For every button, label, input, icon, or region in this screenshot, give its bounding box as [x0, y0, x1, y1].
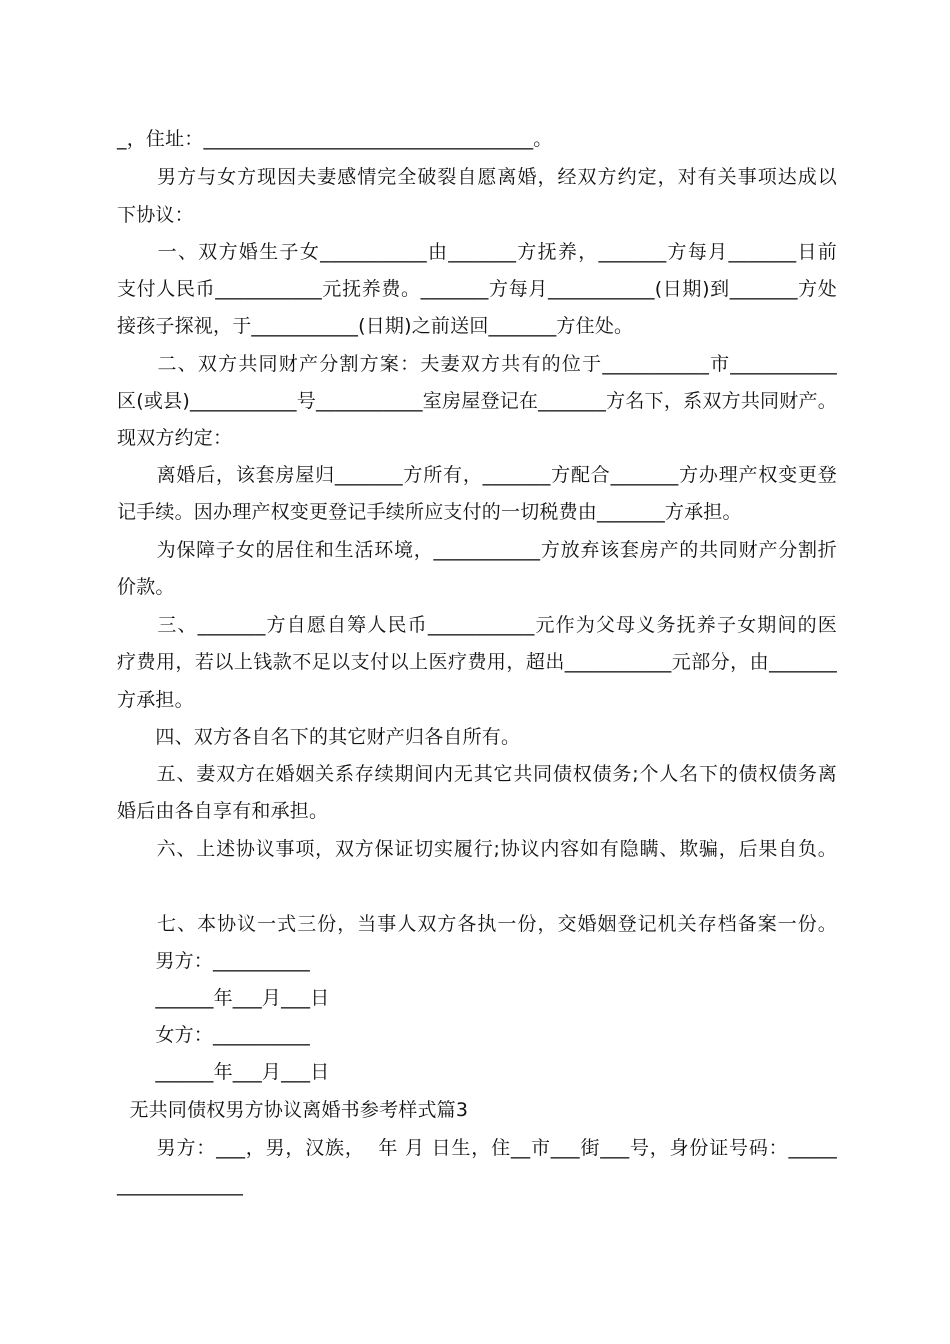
- intro-line-2: 下协议：: [117, 204, 194, 226]
- male-date-line: ______年___月___日: [117, 987, 330, 1009]
- clause-2-line-2: 区(或县)___________号___________室房屋登记在_______方名下，系双方共同财产。: [117, 390, 837, 412]
- house-line-1: 离婚后，该套房屋归_______方所有，_______方配合_______方办理产权变更登: [117, 464, 837, 486]
- clause-7-line: 七、本协议一式三份，当事人双方各执一份，交婚姻登记机关存档备案一份。: [117, 913, 837, 935]
- clause-2-line-3: 现双方约定：: [117, 427, 233, 449]
- female-signature-line: 女方：__________: [117, 1024, 311, 1046]
- clause-3-line-1: 三、_______方自愿自筹人民币___________元作为父母义务抚养子女期间的医: [117, 614, 837, 636]
- section-3-line-1: 男方：___，男，汉族， 年 月 日生，住__市___街___号，身份证号码：_____: [117, 1137, 837, 1159]
- male-signature-line: 男方：__________: [117, 950, 311, 972]
- clause-2-line-1: 二、双方共同财产分割方案：夫妻双方共有的位于___________市___________: [117, 353, 837, 375]
- house-line-2: 记手续。因办理产权变更登记手续所应支付的一切税费由_______方承担。: [117, 501, 742, 523]
- clause-5-line-2: 婚后由各自享有和承担。: [117, 800, 329, 822]
- section-3-line-2: _____________: [117, 1174, 244, 1196]
- clause-4-line: 四、双方各自名下的其它财产归各自所有。: [117, 726, 521, 748]
- section-heading: 无共同债权男方协议离婚书参考样式篇3: [117, 1099, 469, 1121]
- clause-5-line-1: 五、妻双方在婚姻关系存续期间内无其它共同债权债务;个人名下的债权债务离: [117, 763, 837, 785]
- clause-1-line-1: 一、双方婚生子女___________由_______方抚养，_______方每月_______日前: [117, 241, 837, 263]
- clause-3-line-3: 方承担。: [117, 689, 194, 711]
- housing-line-1: 为保障子女的居住和生活环境，___________方放弃该套房产的共同财产分割折: [117, 539, 837, 561]
- clause-6-line: 六、上述协议事项，双方保证切实履行;协议内容如有隐瞒、欺骗，后果自负。: [117, 838, 837, 860]
- female-date-line: ______年___月___日: [117, 1061, 330, 1083]
- intro-line-1: 男方与女方现因夫妻感情完全破裂自愿离婚，经双方约定，对有关事项达成以: [117, 166, 837, 188]
- clause-3-line-2: 疗费用，若以上钱款不足以支付以上医疗费用，超出___________元部分，由_______: [117, 651, 837, 673]
- address-line: _，住址：__________________________________。: [117, 128, 553, 150]
- clause-1-line-3: 接孩子探视，于___________(日期)之前送回_______方住处。: [117, 315, 634, 337]
- clause-1-line-2: 支付人民币___________元抚养费。_______方每月___________(日期)到_______方处: [117, 278, 837, 300]
- housing-line-2: 价款。: [117, 576, 175, 598]
